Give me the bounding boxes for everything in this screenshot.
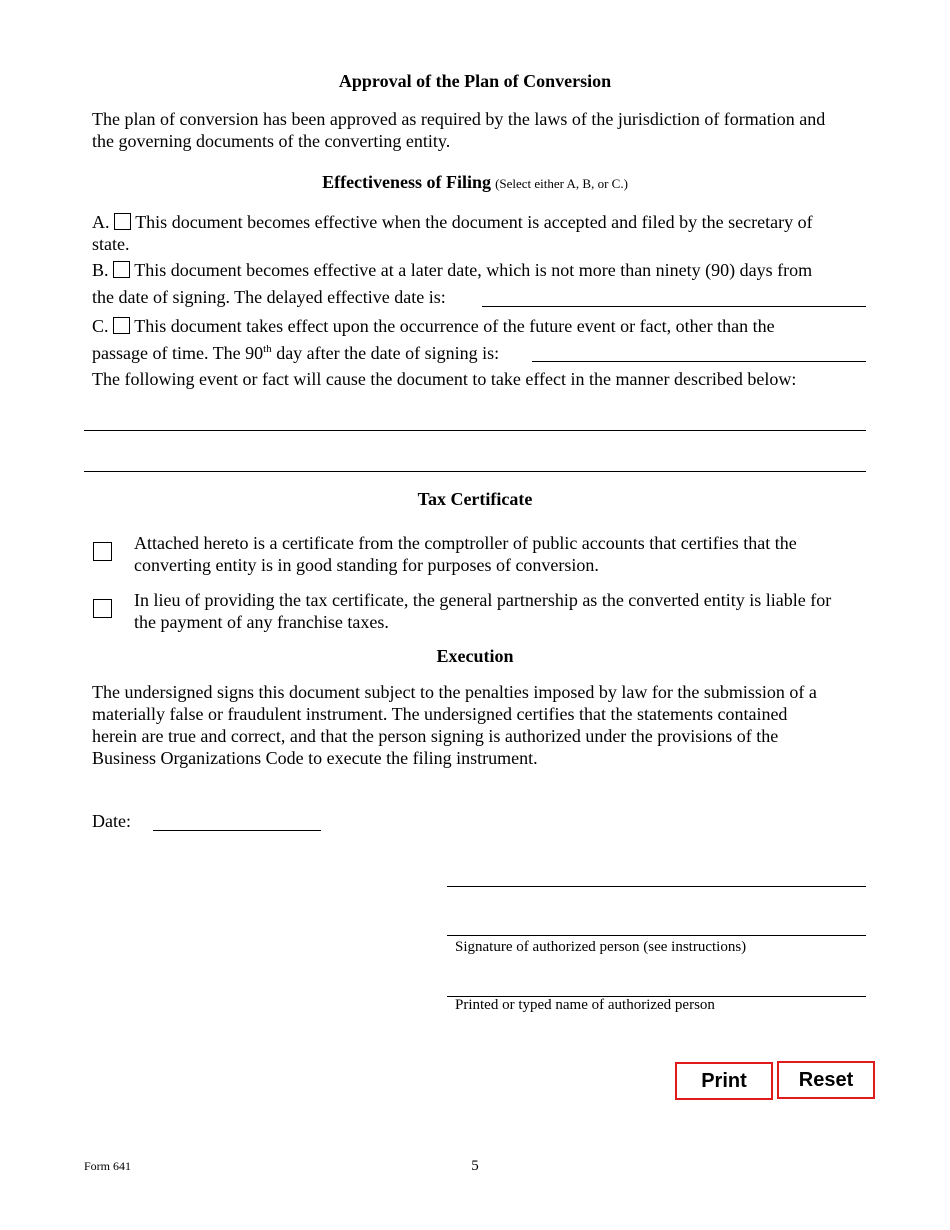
signature-caption: Signature of authorized person (see instructions) [455,939,747,955]
option-b-checkbox[interactable] [113,261,130,278]
printed-name-caption: Printed or typed name of authorized person [455,997,715,1013]
signature-caption-rule [447,935,866,936]
date-field[interactable] [153,830,321,831]
tax-item-1 [134,532,874,576]
option-c-line2-post: day after the date of signing is: [271,343,500,363]
option-b-line2: the date of signing. The delayed effective date is: [92,287,446,307]
option-c-line2-pre: passage of time. The 90 [92,343,264,363]
tax-item-2 [134,589,894,633]
option-a [92,211,892,255]
option-a-line2: state. [92,234,130,254]
option-a-line1 [92,211,892,233]
tax-heading: Tax Certificate [417,489,533,509]
tax-item-1-line2: converting entity is in good standing for purposes of conversion. [134,555,599,575]
option-c-line1 [92,315,892,337]
print-button[interactable]: Print [675,1062,773,1100]
option-a-checkbox[interactable] [114,213,131,230]
option-c-letter: C. [92,316,109,336]
option-b [92,259,892,281]
tax-certificate-attached-checkbox[interactable] [93,542,112,561]
execution-line4: Business Organizations Code to execute the filing instrument. [92,748,538,768]
execution-line3: herein are true and correct, and that the person signing is authorized under the provisions of the [92,726,779,746]
form-label: Form 641 [84,1159,132,1173]
reset-button[interactable]: Reset [777,1061,875,1099]
option-a-letter: A. [92,212,110,232]
option-c-text: This document takes effect upon the occurrence of the future event or fact, other than the [134,316,775,336]
delayed-date-field[interactable] [482,306,866,307]
signature-field[interactable] [447,886,866,887]
execution-line2: materially false or fraudulent instrument. The undersigned certifies that the statements contained [92,704,788,724]
event-description-line-1[interactable] [84,430,866,431]
ninetieth-day-field[interactable] [532,361,866,362]
option-c [92,315,892,337]
approval-heading: Approval of the Plan of Conversion [338,71,612,91]
option-c-checkbox[interactable] [113,317,130,334]
event-description-line-2[interactable] [84,471,866,472]
franchise-tax-liability-checkbox[interactable] [93,599,112,618]
option-c-line2 [92,342,499,364]
effectiveness-note: (Select either A, B, or C.) [495,176,628,191]
page-number: 5 [471,1158,479,1174]
option-b-letter: B. [92,260,109,280]
option-b-text: This document becomes effective at a later date, which is not more than ninety (90) days from [134,260,813,280]
execution-heading: Execution [436,646,514,666]
execution-line1: The undersigned signs this document subject to the penalties imposed by law for the submission of a [92,682,817,702]
option-a-text: This document becomes effective when the document is accepted and filed by the secretary of [135,212,813,232]
date-label: Date: [92,811,131,831]
execution-paragraph [92,681,892,769]
effectiveness-heading-row [0,172,950,193]
option-c-ordinal: th [263,343,272,355]
approval-text-line1: The plan of conversion has been approved as required by the laws of the jurisdiction of formation and [92,109,826,129]
approval-paragraph [92,108,892,152]
effectiveness-heading: Effectiveness of Filing [322,172,492,192]
tax-item-1-line1: Attached hereto is a certificate from the comptroller of public accounts that certifies that the [134,533,797,553]
tax-item-2-line1: In lieu of providing the tax certificate, the general partnership as the converted entity is liable for [134,590,832,610]
option-b-line1 [92,259,892,281]
tax-item-2-line2: the payment of any franchise taxes. [134,612,389,632]
approval-text-line2: the governing documents of the converting entity. [92,131,451,151]
event-description-label: The following event or fact will cause the document to take effect in the manner described below: [92,369,797,389]
